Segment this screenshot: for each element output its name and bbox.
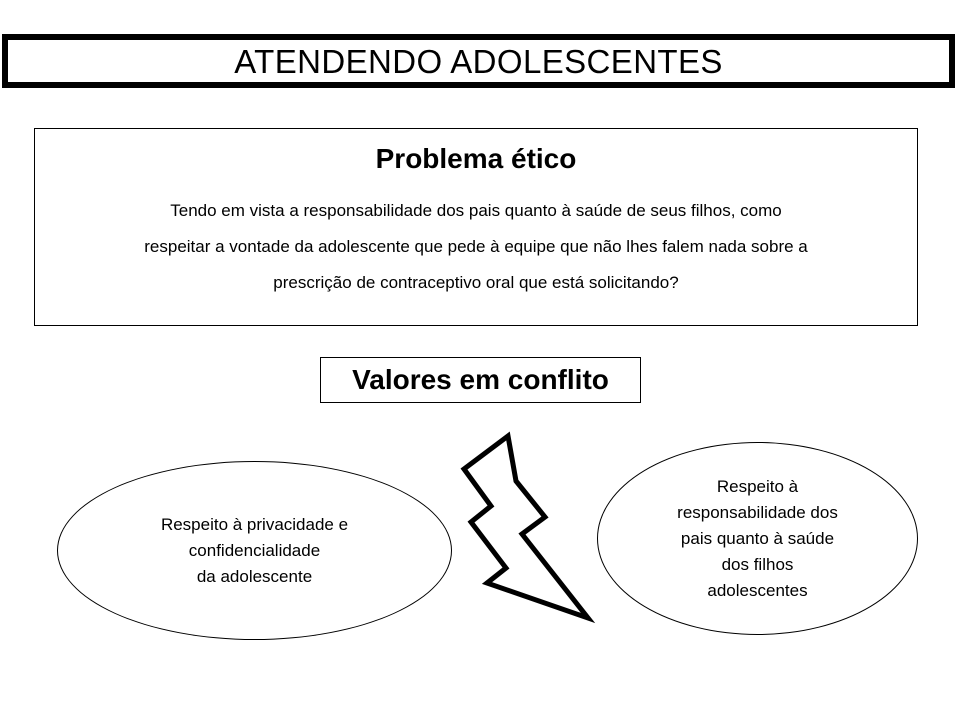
problem-line-1: Tendo em vista a responsabilidade dos pais quanto à saúde de seus filhos, como [170, 201, 782, 221]
value-ellipse-privacy-text [135, 512, 374, 590]
ethical-problem-box [34, 128, 918, 326]
conflicting-values-box [320, 357, 641, 403]
conflicting-values-label: Valores em conflito [352, 364, 609, 395]
privacy-line-1: Respeito à privacidade e [160, 514, 349, 534]
problem-line-3: prescrição de contraceptivo oral que está solicitando? [273, 273, 679, 293]
privacy-line-3: da adolescente [196, 566, 313, 586]
privacy-line-2: confidencialidade [188, 540, 321, 560]
parental-line-5: adolescentes [707, 580, 808, 600]
value-ellipse-parental-responsibility-text [651, 474, 864, 604]
lightning-bolt-icon [450, 425, 600, 630]
parental-line-2: responsabilidade dos [677, 502, 838, 522]
problem-line-2: respeitar a vontade da adolescente que pede à equipe que não lhes falem nada sobre a [144, 237, 808, 257]
ethical-problem-body [53, 193, 899, 301]
ethical-problem-heading: Problema ético [375, 143, 577, 174]
slide-title-box [2, 34, 955, 88]
value-ellipse-parental-responsibility [597, 442, 918, 635]
parental-line-3: pais quanto à saúde [680, 528, 835, 548]
value-ellipse-privacy [57, 461, 452, 640]
parental-line-4: dos filhos [721, 554, 794, 574]
page-title: ATENDENDO ADOLESCENTES [234, 42, 723, 80]
parental-line-1: Respeito à [716, 476, 799, 496]
